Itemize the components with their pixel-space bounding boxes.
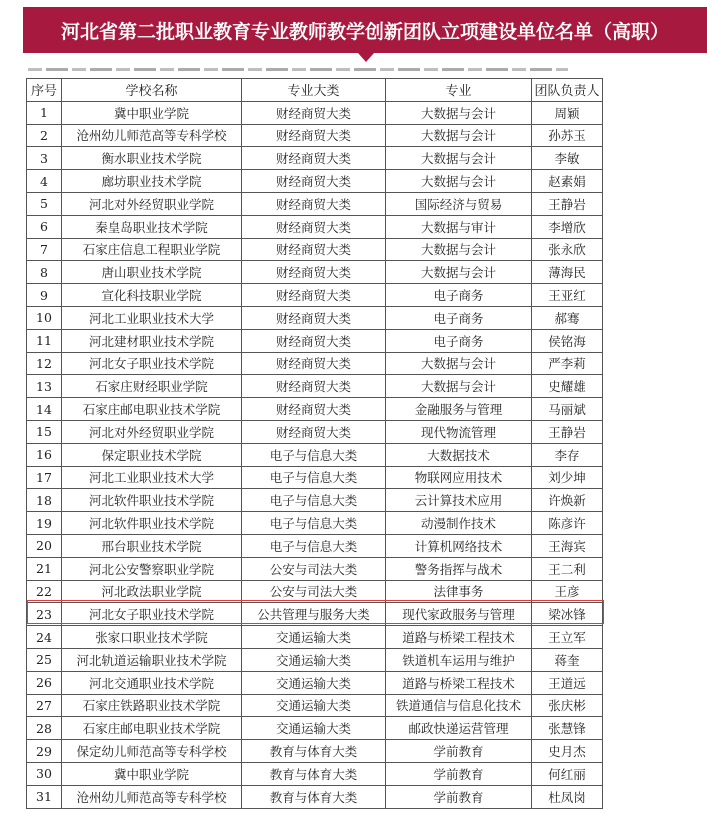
cell-major: 学前教育 [386, 785, 532, 808]
cell-index: 1 [27, 101, 62, 124]
cell-major: 云计算技术应用 [386, 489, 532, 512]
cell-school: 石家庄邮电职业技术学院 [62, 717, 242, 740]
table-row [27, 557, 603, 580]
table-row [27, 192, 603, 215]
cell-leader: 蒋奎 [532, 648, 603, 671]
cell-category: 电子与信息大类 [242, 466, 386, 489]
cell-school: 衡水职业技术学院 [62, 147, 242, 170]
cell-leader: 严李莉 [532, 352, 603, 375]
cell-major: 铁道通信与信息化技术 [386, 694, 532, 717]
cell-major: 道路与桥梁工程技术 [386, 626, 532, 649]
cell-category: 交通运输大类 [242, 717, 386, 740]
cell-leader: 张慧锋 [532, 717, 603, 740]
cell-index: 31 [27, 785, 62, 808]
cell-index: 29 [27, 740, 62, 763]
cell-leader: 王静岩 [532, 420, 603, 443]
cell-category: 财经商贸大类 [242, 147, 386, 170]
table-row [27, 603, 603, 626]
header-category: 专业大类 [242, 79, 386, 102]
cell-school: 河北软件职业技术学院 [62, 489, 242, 512]
cell-school: 石家庄邮电职业技术学院 [62, 398, 242, 421]
cell-index: 12 [27, 352, 62, 375]
cell-school: 河北女子职业技术学院 [62, 603, 242, 626]
cell-category: 公共管理与服务大类 [242, 603, 386, 626]
cell-leader: 李存 [532, 443, 603, 466]
cell-index: 16 [27, 443, 62, 466]
cell-category: 教育与体育大类 [242, 762, 386, 785]
cell-index: 2 [27, 124, 62, 147]
cell-major: 电子商务 [386, 284, 532, 307]
cell-major: 动漫制作技术 [386, 512, 532, 535]
cell-index: 9 [27, 284, 62, 307]
table-row [27, 170, 603, 193]
table-row [27, 375, 603, 398]
cell-major: 金融服务与管理 [386, 398, 532, 421]
cell-school: 河北工业职业技术大学 [62, 466, 242, 489]
cell-school: 河北建材职业技术学院 [62, 329, 242, 352]
cell-category: 教育与体育大类 [242, 785, 386, 808]
cell-major: 现代物流管理 [386, 420, 532, 443]
faded-caption-line [28, 68, 568, 71]
cell-index: 18 [27, 489, 62, 512]
cell-school: 石家庄财经职业学院 [62, 375, 242, 398]
cell-index: 10 [27, 306, 62, 329]
cell-leader: 王静岩 [532, 192, 603, 215]
cell-category: 财经商贸大类 [242, 215, 386, 238]
cell-leader: 陈彦许 [532, 512, 603, 535]
table-header-row [27, 79, 603, 102]
title-banner [23, 7, 707, 53]
cell-leader: 侯铭海 [532, 329, 603, 352]
cell-leader: 何红丽 [532, 762, 603, 785]
cell-category: 财经商贸大类 [242, 192, 386, 215]
cell-major: 大数据与会计 [386, 170, 532, 193]
cell-school: 张家口职业技术学院 [62, 626, 242, 649]
cell-major: 法律事务 [386, 580, 532, 603]
cell-major: 国际经济与贸易 [386, 192, 532, 215]
header-leader: 团队负责人 [532, 79, 603, 102]
cell-index: 3 [27, 147, 62, 170]
cell-leader: 王道远 [532, 671, 603, 694]
table-row [27, 329, 603, 352]
cell-leader: 赵素娟 [532, 170, 603, 193]
cell-leader: 王二利 [532, 557, 603, 580]
header-major: 专业 [386, 79, 532, 102]
cell-school: 冀中职业学院 [62, 101, 242, 124]
table-row [27, 671, 603, 694]
cell-major: 邮政快递运营管理 [386, 717, 532, 740]
cell-school: 河北对外经贸职业学院 [62, 192, 242, 215]
cell-leader: 王亚红 [532, 284, 603, 307]
cell-category: 电子与信息大类 [242, 443, 386, 466]
cell-school: 廊坊职业技术学院 [62, 170, 242, 193]
cell-school: 宣化科技职业学院 [62, 284, 242, 307]
cell-category: 财经商贸大类 [242, 352, 386, 375]
cell-major: 学前教育 [386, 762, 532, 785]
cell-category: 财经商贸大类 [242, 170, 386, 193]
cell-school: 冀中职业学院 [62, 762, 242, 785]
table-row [27, 261, 603, 284]
cell-category: 公安与司法大类 [242, 580, 386, 603]
cell-index: 23 [27, 603, 62, 626]
cell-index: 20 [27, 534, 62, 557]
cell-category: 财经商贸大类 [242, 124, 386, 147]
cell-school: 河北对外经贸职业学院 [62, 420, 242, 443]
cell-major: 计算机网络技术 [386, 534, 532, 557]
cell-leader: 张永欣 [532, 238, 603, 261]
table-row [27, 398, 603, 421]
cell-leader: 郝骞 [532, 306, 603, 329]
cell-category: 财经商贸大类 [242, 261, 386, 284]
table-row [27, 648, 603, 671]
cell-category: 电子与信息大类 [242, 534, 386, 557]
cell-category: 公安与司法大类 [242, 557, 386, 580]
cell-school: 秦皇岛职业技术学院 [62, 215, 242, 238]
cell-major: 道路与桥梁工程技术 [386, 671, 532, 694]
cell-category: 财经商贸大类 [242, 329, 386, 352]
list-table [26, 78, 603, 809]
table-row [27, 420, 603, 443]
cell-category: 交通运输大类 [242, 648, 386, 671]
cell-category: 财经商贸大类 [242, 284, 386, 307]
cell-category: 交通运输大类 [242, 671, 386, 694]
table-row [27, 694, 603, 717]
header-index: 序号 [27, 79, 62, 102]
table-row [27, 101, 603, 124]
cell-major: 大数据与会计 [386, 124, 532, 147]
cell-index: 6 [27, 215, 62, 238]
cell-index: 8 [27, 261, 62, 284]
cell-major: 大数据与会计 [386, 375, 532, 398]
cell-leader: 史月杰 [532, 740, 603, 763]
cell-major: 铁道机车运用与维护 [386, 648, 532, 671]
cell-index: 5 [27, 192, 62, 215]
cell-school: 保定职业技术学院 [62, 443, 242, 466]
cell-index: 24 [27, 626, 62, 649]
cell-index: 21 [27, 557, 62, 580]
cell-index: 15 [27, 420, 62, 443]
cell-leader: 刘少坤 [532, 466, 603, 489]
cell-school: 河北软件职业技术学院 [62, 512, 242, 535]
cell-major: 大数据与会计 [386, 352, 532, 375]
cell-school: 河北女子职业技术学院 [62, 352, 242, 375]
cell-index: 28 [27, 717, 62, 740]
cell-category: 财经商贸大类 [242, 375, 386, 398]
cell-index: 25 [27, 648, 62, 671]
cell-leader: 梁冰锋 [532, 603, 603, 626]
table-row [27, 238, 603, 261]
cell-index: 30 [27, 762, 62, 785]
table-row [27, 580, 603, 603]
banner-pointer [358, 53, 374, 62]
table-row [27, 147, 603, 170]
table-row [27, 762, 603, 785]
cell-school: 沧州幼儿师范高等专科学校 [62, 785, 242, 808]
cell-major: 现代家政服务与管理 [386, 603, 532, 626]
cell-leader: 薄海民 [532, 261, 603, 284]
cell-index: 7 [27, 238, 62, 261]
cell-major: 大数据与会计 [386, 101, 532, 124]
cell-category: 财经商贸大类 [242, 398, 386, 421]
cell-category: 电子与信息大类 [242, 489, 386, 512]
cell-leader: 许焕新 [532, 489, 603, 512]
cell-leader: 李敏 [532, 147, 603, 170]
cell-index: 27 [27, 694, 62, 717]
table-row [27, 215, 603, 238]
table-row [27, 124, 603, 147]
cell-school: 河北轨道运输职业技术学院 [62, 648, 242, 671]
cell-school: 唐山职业技术学院 [62, 261, 242, 284]
header-school: 学校名称 [62, 79, 242, 102]
page-title: 河北省第二批职业教育专业教师教学创新团队立项建设单位名单（高职） [60, 20, 669, 43]
table-row [27, 466, 603, 489]
cell-major: 物联网应用技术 [386, 466, 532, 489]
cell-leader: 孙苏玉 [532, 124, 603, 147]
cell-category: 财经商贸大类 [242, 306, 386, 329]
cell-category: 交通运输大类 [242, 626, 386, 649]
cell-major: 电子商务 [386, 306, 532, 329]
table-row [27, 717, 603, 740]
table-row [27, 785, 603, 808]
cell-school: 邢台职业技术学院 [62, 534, 242, 557]
table-row [27, 512, 603, 535]
cell-school: 河北政法职业学院 [62, 580, 242, 603]
table-row [27, 489, 603, 512]
cell-school: 保定幼儿师范高等专科学校 [62, 740, 242, 763]
cell-major: 电子商务 [386, 329, 532, 352]
table-row [27, 306, 603, 329]
cell-index: 11 [27, 329, 62, 352]
cell-leader: 周颖 [532, 101, 603, 124]
cell-index: 26 [27, 671, 62, 694]
cell-school: 河北交通职业技术学院 [62, 671, 242, 694]
cell-school: 石家庄信息工程职业学院 [62, 238, 242, 261]
cell-leader: 王海宾 [532, 534, 603, 557]
cell-category: 财经商贸大类 [242, 420, 386, 443]
cell-leader: 王彦 [532, 580, 603, 603]
cell-major: 大数据与会计 [386, 238, 532, 261]
cell-index: 14 [27, 398, 62, 421]
cell-leader: 史耀雄 [532, 375, 603, 398]
cell-category: 教育与体育大类 [242, 740, 386, 763]
table-row [27, 534, 603, 557]
cell-leader: 杜凤岗 [532, 785, 603, 808]
cell-leader: 王立军 [532, 626, 603, 649]
cell-major: 学前教育 [386, 740, 532, 763]
cell-category: 财经商贸大类 [242, 101, 386, 124]
cell-leader: 马丽斌 [532, 398, 603, 421]
cell-index: 4 [27, 170, 62, 193]
table-row [27, 284, 603, 307]
cell-index: 13 [27, 375, 62, 398]
cell-category: 财经商贸大类 [242, 238, 386, 261]
table-row [27, 626, 603, 649]
cell-index: 19 [27, 512, 62, 535]
cell-index: 17 [27, 466, 62, 489]
table-row [27, 443, 603, 466]
cell-leader: 李增欣 [532, 215, 603, 238]
cell-school: 河北工业职业技术大学 [62, 306, 242, 329]
cell-major: 警务指挥与战术 [386, 557, 532, 580]
cell-major: 大数据与审计 [386, 215, 532, 238]
cell-school: 沧州幼儿师范高等专科学校 [62, 124, 242, 147]
cell-major: 大数据技术 [386, 443, 532, 466]
table-row [27, 352, 603, 375]
cell-index: 22 [27, 580, 62, 603]
cell-school: 石家庄铁路职业技术学院 [62, 694, 242, 717]
cell-school: 河北公安警察职业学院 [62, 557, 242, 580]
cell-category: 电子与信息大类 [242, 512, 386, 535]
cell-major: 大数据与会计 [386, 261, 532, 284]
table-row [27, 740, 603, 763]
cell-major: 大数据与会计 [386, 147, 532, 170]
cell-leader: 张庆彬 [532, 694, 603, 717]
cell-category: 交通运输大类 [242, 694, 386, 717]
